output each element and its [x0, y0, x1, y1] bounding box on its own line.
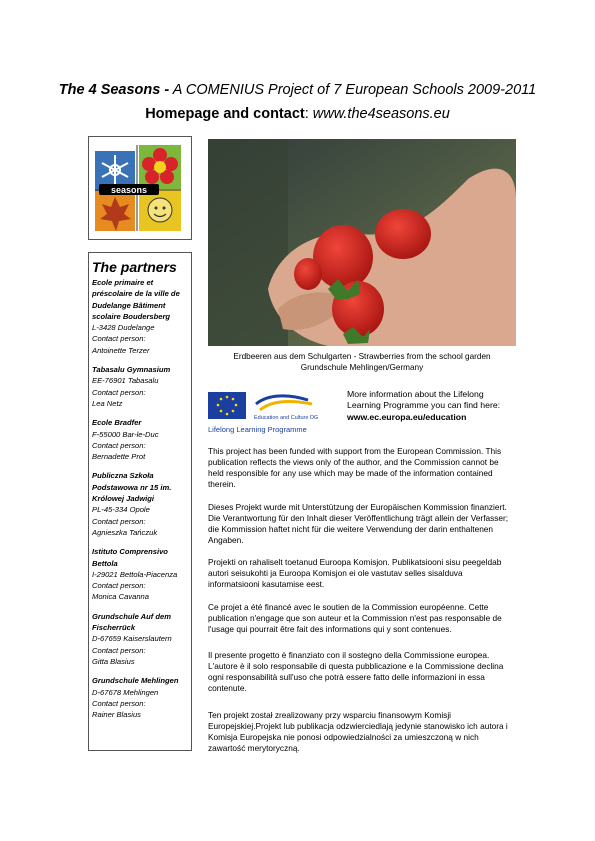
homepage-colon: : — [304, 106, 313, 122]
contact-person: Rainer Blasius — [92, 710, 141, 720]
project-logo-frame — [88, 136, 192, 240]
disclaimer-english: This project has been funded with support from the European Commission. This publication reflects the views only of the author, and the Commission cannot be held responsible for any use which may be made of the information contained therein. — [208, 446, 502, 489]
seasons-logo — [89, 137, 191, 239]
contact-label: Contact person: — [92, 516, 146, 526]
disclaimer-polish: Ten projekt został zrealizowany przy wsparciu finansowym Komisji Europejskiej.Projekt lub publikacja odzwierciedlają jedynie stanowisko ich autora i Komisja Europejska nie ponosi odpowiedzialności za umieszczoną w nich zawartość merytoryczną. — [208, 710, 508, 753]
partner-address: EE-76901 Tabasalu — [92, 376, 159, 386]
contact-label: Contact person: — [92, 440, 146, 450]
disclaimer-estonian: Projekti on rahaliselt toetanud Euroopa Komisjon. Publikatsiooni sisu peegeldab autori seisukohti ja Euroopa Komisjon ei ole vastutav selles sisalduva informatsiooni kasutamise eest. — [208, 557, 502, 589]
contact-person: Agnieszka Tańczuk — [92, 527, 158, 537]
homepage-label: Homepage and contact — [145, 106, 305, 122]
contact-label: Contact person: — [92, 645, 146, 655]
dg-label: Education and Culture DG — [254, 415, 319, 421]
strawberry-photo — [208, 139, 516, 346]
logo-text: seasons — [110, 185, 148, 195]
partner-address: L-3428 Dudelange — [92, 323, 155, 333]
caption-line-2: Grundschule Mehlingen/Germany — [300, 363, 424, 372]
partner-6 — [92, 611, 188, 667]
partner-2 — [92, 364, 188, 409]
contact-label: Contact person: — [92, 334, 146, 344]
disclaimer-french: Ce projet a été financé avec le soutien de la Commission européenne. Cette publication n'engage que son auteur et la Commission n'est pas responsable de l'usage qui pourrait être fait des informations qui y sont contenues. — [208, 602, 502, 634]
contact-label: Contact person: — [92, 387, 146, 397]
partner-name: Grundschule Auf dem Fischerrück — [92, 611, 172, 633]
partner-name: Ecole primaire et préscolaire de la ville de Dudelange Bâtiment scolaire Boudersberg — [92, 278, 180, 321]
homepage-url[interactable]: www.the4seasons.eu — [312, 106, 450, 122]
partner-1 — [92, 277, 188, 356]
photo-caption — [208, 351, 516, 373]
partner-3 — [92, 417, 188, 462]
partner-address: D-67678 Mehlingen — [92, 687, 159, 697]
partner-name: Publiczna Szkoła Podstawowa nr 15 im. Królowej Jadwigi — [92, 471, 172, 504]
contact-person: Antoinette Terzer — [92, 345, 150, 355]
partner-name: Grundschule Mehlingen — [92, 676, 179, 686]
lifelong-info — [347, 389, 517, 423]
lifelong-info-text: More information about the Lifelong Learning Programme you can find here: — [347, 389, 501, 411]
title-rest: A COMENIUS Project of 7 European Schools 2009-2011 — [169, 82, 537, 98]
contact-label: Contact person: — [92, 698, 146, 708]
contact-person: Bernadette Prot — [92, 452, 146, 462]
homepage-line — [0, 106, 595, 122]
disclaimer-german: Dieses Projekt wurde mit Unterstützung der Europäischen Kommission finanziert. Die Verantwortung für den Inhalt dieser Veröffentlichung trägt allein der Verfasser; die Kommission haftet nicht für die weitere Verwendung der darin enthaltenen Angaben. — [208, 502, 509, 545]
partner-address: PL-45-334 Opole — [92, 505, 150, 515]
partner-7 — [92, 675, 188, 720]
partner-address: F-55000 Bar-le-Duc — [92, 429, 159, 439]
contact-person: Gitta Blasius — [92, 656, 135, 666]
page-title — [0, 82, 595, 98]
programme-label: Lifelong Learning Programme — [208, 425, 307, 434]
partners-panel — [88, 252, 192, 751]
partner-5 — [92, 546, 188, 602]
sun-icon — [148, 198, 172, 222]
contact-label: Contact person: — [92, 581, 146, 591]
lifelong-info-url[interactable]: www.ec.europa.eu/education — [347, 411, 467, 422]
contact-person: Lea Netz — [92, 398, 123, 408]
partners-heading: The partners — [92, 259, 177, 275]
eu-lifelong-logo — [208, 390, 336, 436]
title-bold: The 4 Seasons - — [58, 82, 170, 98]
partner-address: I-29021 Bettola-Piacenza — [92, 569, 178, 579]
disclaimer-italian: Il presente progetto è finanziato con il sostegno della Commissione europea. L'autore è il solo responsabile di questa pubblicazione e la Commissione declina ogni responsabilità sull'uso che potrà essere fatto delle informazioni in essa contenute. — [208, 650, 504, 693]
partner-4 — [92, 470, 188, 538]
partner-name: Tabasalu Gymnasium — [92, 365, 171, 375]
partner-address: D-67659 Kaiserslautern — [92, 634, 172, 644]
partner-name: Istituto Comprensivo Bettola — [92, 547, 168, 568]
partner-name: Ecole Bradfer — [92, 418, 142, 428]
caption-line-1: Erdbeeren aus dem Schulgarten - Strawberries from the school garden — [233, 352, 491, 361]
contact-person: Monica Cavanna — [92, 592, 149, 602]
